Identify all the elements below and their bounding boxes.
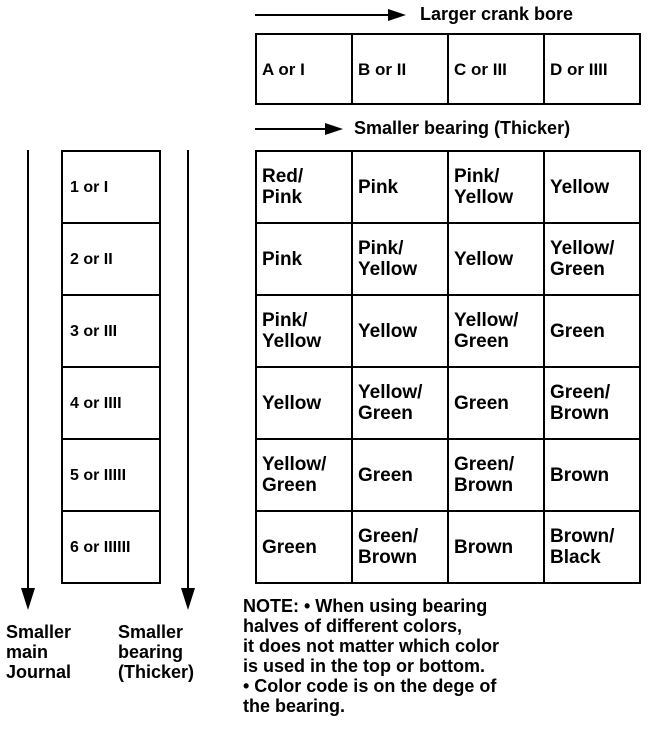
journal-arrow-head-icon xyxy=(21,588,35,610)
journal-code-cell: 3 or III xyxy=(62,295,160,367)
bearing-color-cell: Yellow xyxy=(544,151,640,223)
journal-code-cell: 5 or IIIII xyxy=(62,439,160,511)
bearing-color-cell: Pink/ Yellow xyxy=(448,151,544,223)
crank-code-cell: D or IIII xyxy=(544,34,640,104)
bearing-color-cell: Green/ Brown xyxy=(544,367,640,439)
bearing-color-cell: Pink xyxy=(256,223,352,295)
bearing-color-cell: Pink xyxy=(352,151,448,223)
smaller-main-journal-label: Smaller main Journal xyxy=(6,622,72,682)
crank-code-cell: B or II xyxy=(352,34,448,104)
bearing-color-cell: Green xyxy=(448,367,544,439)
bearing-color-cell: Yellow/ Green xyxy=(448,295,544,367)
crank-bore-code-table xyxy=(255,33,641,105)
journal-code-cell: 6 or IIIIII xyxy=(62,511,160,583)
journal-code-cell: 2 or II xyxy=(62,223,160,295)
bearing-color-table xyxy=(255,150,641,584)
bearing-vertical-arrow-line xyxy=(187,150,189,590)
bearing-color-cell: Yellow xyxy=(352,295,448,367)
bearing-color-cell: Green xyxy=(352,439,448,511)
bearing-color-cell: Yellow xyxy=(448,223,544,295)
bearing-color-cell: Pink/ Yellow xyxy=(352,223,448,295)
crank-bore-arrow-line xyxy=(255,14,390,16)
bearing-color-cell: Green xyxy=(256,511,352,583)
bearing-color-cell: Yellow/ Green xyxy=(352,367,448,439)
bearing-vertical-arrow-head-icon xyxy=(181,588,195,610)
bearing-color-cell: Green xyxy=(544,295,640,367)
journal-code-table xyxy=(61,150,161,584)
smaller-bearing-label: Smaller bearing (Thicker) xyxy=(118,622,195,682)
bearing-color-cell: Brown xyxy=(448,511,544,583)
bearing-arrow-line xyxy=(255,128,327,130)
crank-bore-label: Larger crank bore xyxy=(420,4,574,24)
bearing-color-cell: Red/ Pink xyxy=(256,151,352,223)
note-text: NOTE: • When using bearing halves of different colors, it does not matter which color is used in the top or bottom. • Color code is on the dege of the bearing. xyxy=(243,596,500,716)
bearing-color-cell: Yellow xyxy=(256,367,352,439)
bearing-arrow-label: Smaller bearing (Thicker) xyxy=(354,118,571,138)
bearing-color-cell: Pink/ Yellow xyxy=(256,295,352,367)
journal-code-cell: 1 or I xyxy=(62,151,160,223)
journal-code-cell: 4 or IIII xyxy=(62,367,160,439)
bearing-color-cell: Green/ Brown xyxy=(352,511,448,583)
bearing-arrow-head-icon xyxy=(325,123,343,135)
bearing-color-cell: Brown/ Black xyxy=(544,511,640,583)
bearing-color-cell: Yellow/ Green xyxy=(544,223,640,295)
bearing-color-cell: Green/ Brown xyxy=(448,439,544,511)
bearing-color-cell: Yellow/ Green xyxy=(256,439,352,511)
crank-code-cell: C or III xyxy=(448,34,544,104)
journal-arrow-line xyxy=(27,150,29,590)
bearing-color-cell: Brown xyxy=(544,439,640,511)
crank-code-cell: A or I xyxy=(256,34,352,104)
crank-bore-arrow-head-icon xyxy=(388,9,406,21)
